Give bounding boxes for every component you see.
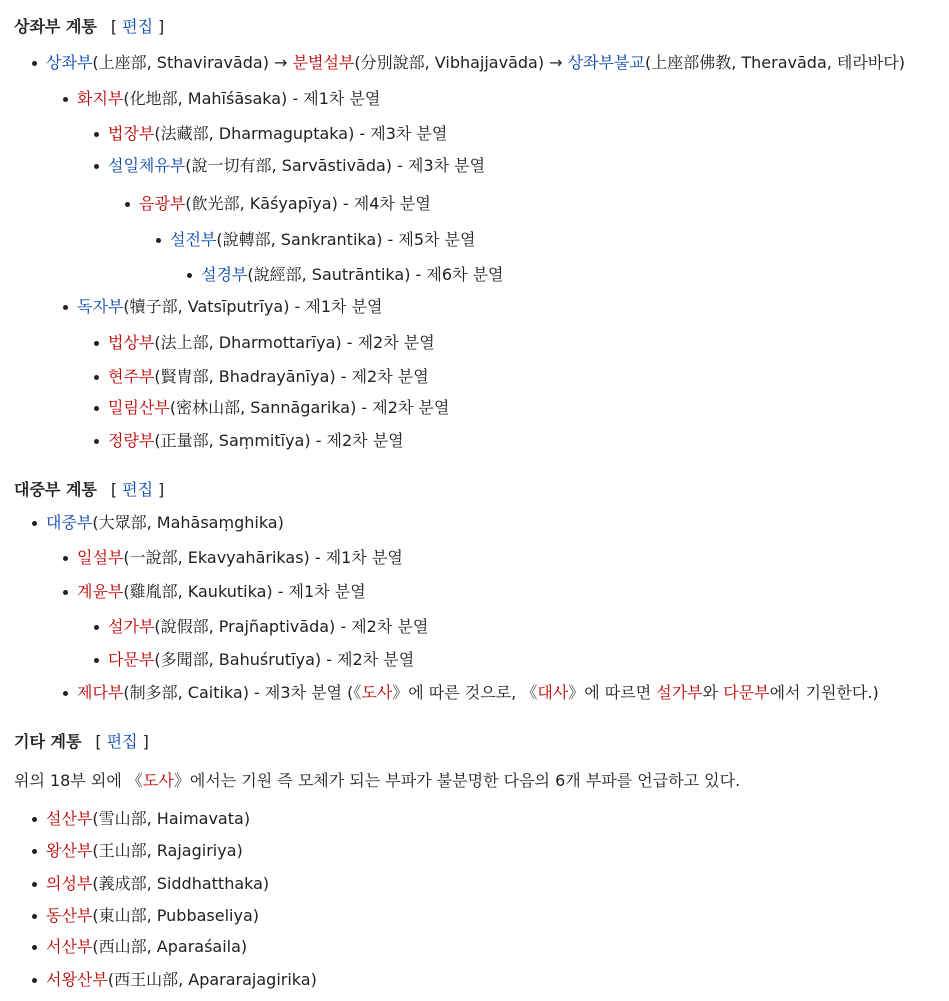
item-text: (賢冑部, Bhadrayānīya) - 제2차 분열 [154,367,429,386]
list-item [170,230,475,250]
item-text: (西山部, Aparaśaila) [92,937,248,956]
list-item [108,367,429,387]
list-item [77,582,366,602]
bullet-icon [63,590,68,595]
item-text: (東山部, Pubbaseliya) [92,906,260,925]
item-text: (王山部, Rajagiriya) [92,841,243,860]
list-item [46,906,259,926]
bullet-icon [32,882,37,887]
edit-link[interactable]: 편집 [106,732,138,751]
bullet-icon [63,691,68,696]
bullet-icon [187,273,192,278]
bullet-icon [63,556,68,561]
wiki-link-missing[interactable]: 설가부 [108,617,155,636]
wiki-link[interactable]: 상좌부 [46,53,93,72]
bullet-icon [32,61,37,66]
item-text: (法藏部, Dharmaguptaka) - 제3차 분열 [154,124,448,143]
wiki-link[interactable]: 대중부 [46,513,93,532]
section-title: 대중부 계통 [14,480,97,499]
item-text: (飮光部, Kāśyapīya) - 제4차 분열 [185,194,431,213]
list-item [108,431,404,451]
item-text: (大眾部, Mahāsaṃghika) [92,513,284,532]
edit-section: [ 편집 ] [95,732,149,751]
wiki-link-missing[interactable]: 도사 [142,771,174,790]
list-item [139,194,431,214]
item-text: 와 [702,683,724,702]
bullet-icon [32,914,37,919]
wiki-link-missing[interactable]: 설가부 [656,683,703,702]
list-item [108,156,485,176]
item-text: (制多部, Caitika) - 제3차 분열 (《 [123,683,362,702]
wiki-link-missing[interactable]: 서왕산부 [46,970,108,989]
wiki-link-missing[interactable]: 설산부 [46,809,93,828]
wiki-link[interactable]: 설일체유부 [108,156,186,175]
wiki-link-missing[interactable]: 다문부 [723,683,770,702]
list-item [77,89,380,109]
bullet-icon [94,375,99,380]
item-text: (上座部佛教, Theravāda, 테라바다) [644,53,905,72]
wiki-link-missing[interactable]: 밀림산부 [108,398,170,417]
wiki-link-missing[interactable]: 음광부 [139,194,186,213]
bullet-icon [32,817,37,822]
wiki-link[interactable]: 상좌부불교 [567,53,645,72]
item-text: 》에 따른 것으로, 《 [392,683,538,702]
wiki-link-missing[interactable]: 법상부 [108,333,155,352]
edit-section: [ 편집 ] [110,17,165,36]
section-title: 기타 계통 [14,732,82,751]
list-item [108,333,435,353]
bullet-icon [94,341,99,346]
item-text: (法上部, Dharmottarīya) - 제2차 분열 [154,333,435,352]
item-text: (分別說部, Vibhajjavāda) → [354,53,568,72]
list-item [108,124,447,144]
bullet-icon [94,658,99,663]
wiki-link-missing[interactable]: 일설부 [77,548,124,567]
wiki-link-missing[interactable]: 제다부 [77,683,124,702]
item-text: (說假部, Prajñaptivāda) - 제2차 분열 [154,617,429,636]
list-item [108,617,428,637]
item-text: 에서 기원한다.) [769,683,879,702]
wiki-link-missing[interactable]: 현주부 [108,367,155,386]
item-text: (說一切有部, Sarvāstivāda) - 제3차 분열 [185,156,486,175]
bullet-icon [32,849,37,854]
list-item [108,398,449,418]
item-text: 》에 따르면 [568,683,657,702]
list-item [46,809,250,829]
bullet-icon [94,439,99,444]
section-heading-sthavira [14,14,164,37]
wiki-link-missing[interactable]: 다문부 [108,650,155,669]
item-text: (雞胤部, Kaukutika) - 제1차 분열 [123,582,366,601]
wiki-link[interactable]: 설경부 [201,265,248,284]
list-item [46,841,243,861]
item-text: (說經部, Sautrāntika) - 제6차 분열 [247,265,504,284]
wiki-link[interactable]: 독자부 [77,297,124,316]
wiki-link-missing[interactable]: 도사 [361,683,393,702]
edit-link[interactable]: 편집 [122,17,154,36]
item-text: (西王山部, Apararajagirika) [107,970,317,989]
list-item [77,297,383,317]
section-heading-mahasamghika [14,477,164,500]
item-text: (一說部, Ekavyahārikas) - 제1차 분열 [123,548,403,567]
wiki-link[interactable]: 설전부 [170,230,217,249]
list-item [77,683,879,703]
bullet-icon [94,406,99,411]
bullet-icon [63,97,68,102]
list-item [46,970,317,990]
bullet-icon [156,238,161,243]
item-text: (義成部, Siddhatthaka) [92,874,270,893]
item-text: 위의 18부 외에 《 [14,771,143,790]
list-item [108,650,414,670]
item-text: (雪山部, Haimavata) [92,809,251,828]
wiki-link-missing[interactable]: 의성부 [46,874,93,893]
list-item [46,53,905,73]
wiki-link-missing[interactable]: 정량부 [108,431,155,450]
item-text: (正量部, Saṃmitīya) - 제2차 분열 [154,431,404,450]
bullet-icon [32,521,37,526]
list-item [201,265,503,285]
wiki-link-missing[interactable]: 계윤부 [77,582,124,601]
bullet-icon [125,202,130,207]
bullet-icon [94,164,99,169]
section-title: 상좌부 계통 [14,17,97,36]
wiki-link-missing[interactable]: 화지부 [77,89,124,108]
item-text: (說轉部, Sankrantika) - 제5차 분열 [216,230,476,249]
other-intro-paragraph [14,768,740,791]
section-heading-other [14,729,149,752]
wiki-link-missing[interactable]: 분별설부 [292,53,355,72]
wiki-link-missing[interactable]: 왕산부 [46,841,93,860]
bullet-icon [32,978,37,983]
wiki-link-missing[interactable]: 법장부 [108,124,155,143]
item-text: (密林山部, Sannāgarika) - 제2차 분열 [169,398,450,417]
list-item [46,874,269,894]
wiki-link-missing[interactable]: 서산부 [46,937,93,956]
bullet-icon [94,132,99,137]
wiki-link-missing[interactable]: 대사 [537,683,569,702]
bullet-icon [63,305,68,310]
item-text: (犢子部, Vatsīputrīya) - 제1차 분열 [123,297,383,316]
item-text: (上座部, Sthaviravāda) → [92,53,293,72]
edit-section: [ 편집 ] [110,480,165,499]
list-item [46,513,284,533]
item-text: (化地部, Mahīśāsaka) - 제1차 분열 [123,89,381,108]
list-item [77,548,403,568]
item-text: (多聞部, Bahuśrutīya) - 제2차 분열 [154,650,415,669]
bullet-icon [94,625,99,630]
item-text: 》에서는 기원 즉 모체가 되는 부파가 불분명한 다음의 6개 부파를 언급하고 있다. [173,771,741,790]
edit-link[interactable]: 편집 [122,480,154,499]
bullet-icon [32,945,37,950]
wiki-link-missing[interactable]: 동산부 [46,906,93,925]
list-item [46,937,247,957]
